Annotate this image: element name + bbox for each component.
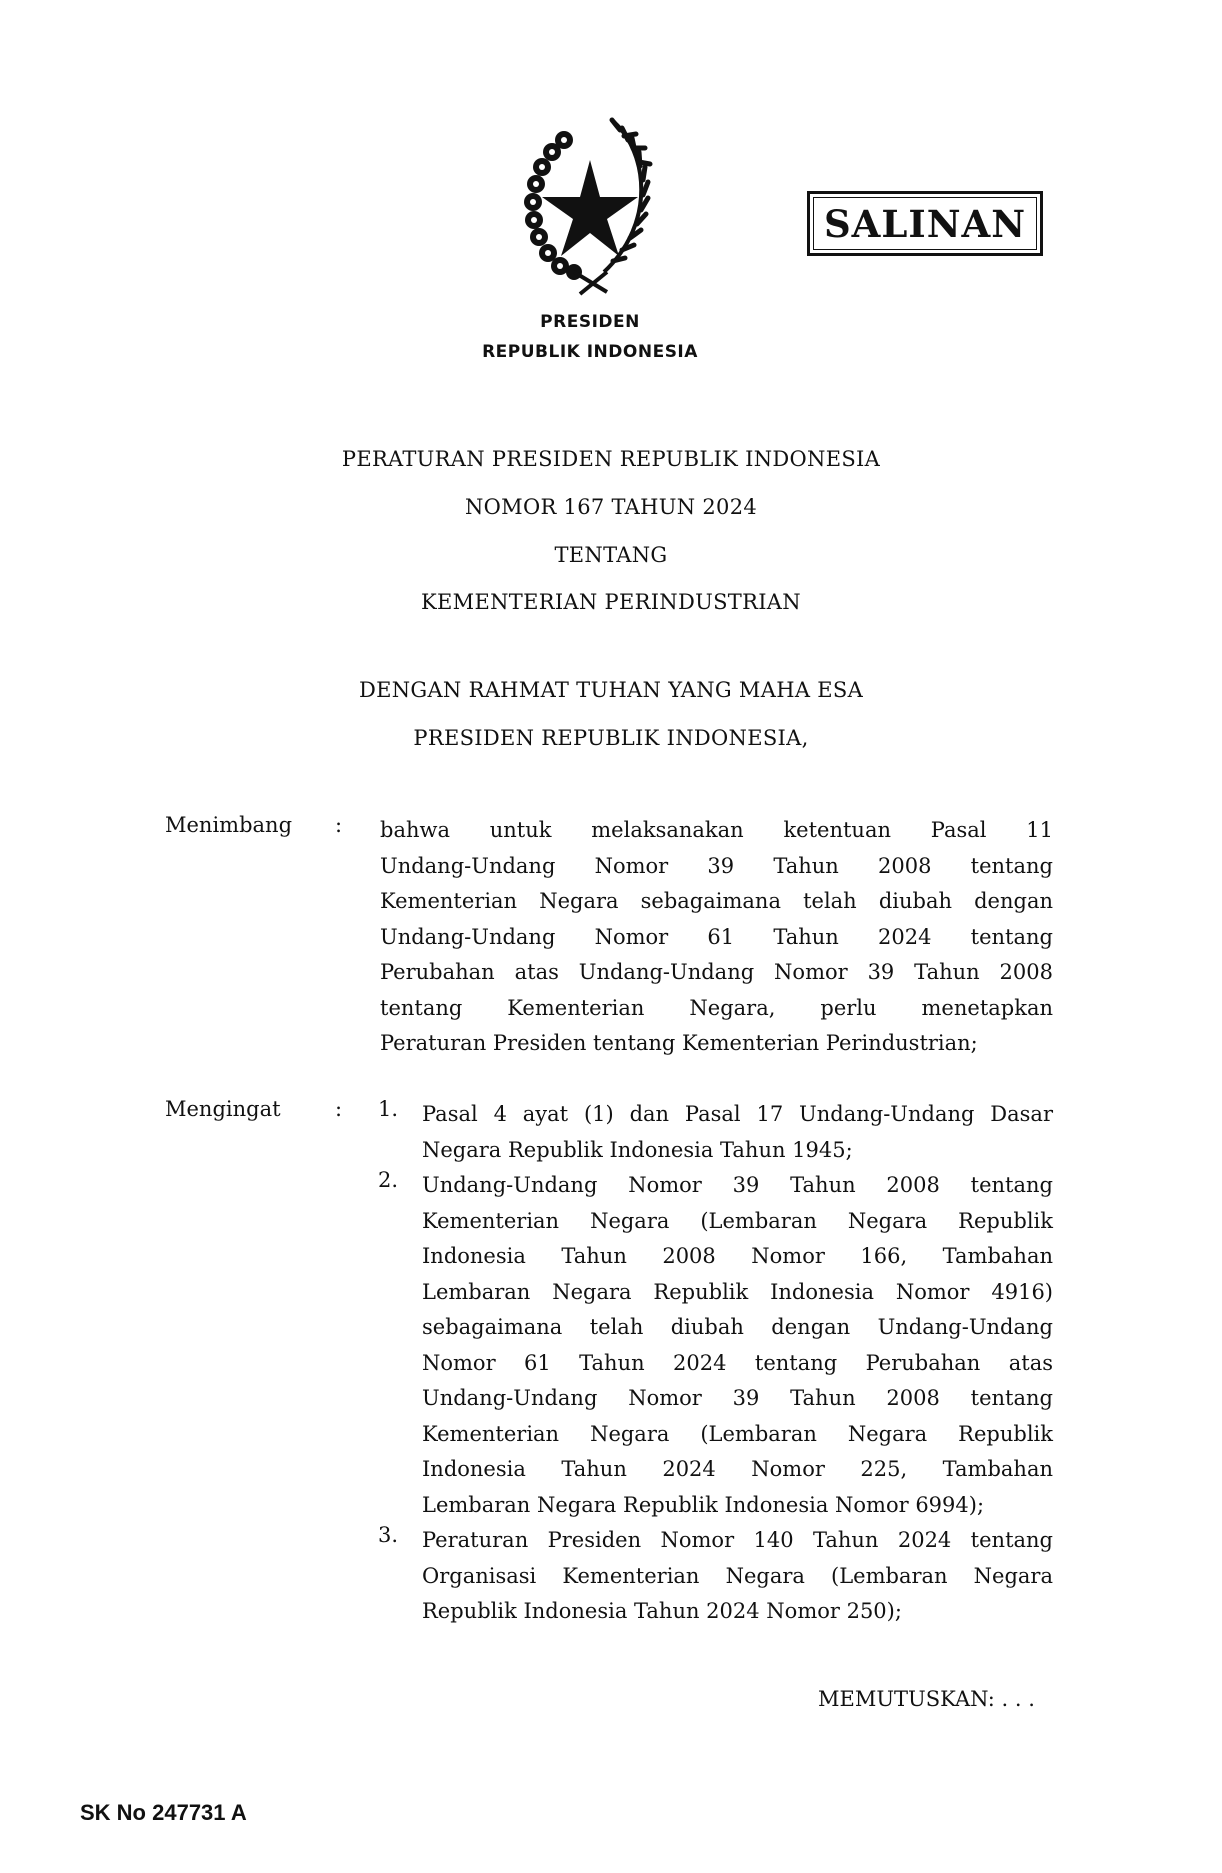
mengingat-label: Mengingat: [165, 1097, 281, 1121]
mengingat-line: Organisasi Kementerian Negara (Lembaran Negara: [422, 1563, 1053, 1588]
mengingat-line: Indonesia Tahun 2008 Nomor 166, Tambahan: [422, 1244, 1053, 1268]
salinan-text: SALINAN: [823, 201, 1027, 246]
preamble-line-2: PRESIDEN REPUBLIK INDONESIA,: [413, 726, 809, 750]
mengingat-line: Negara Republik Indonesia Tahun 1945;: [422, 1137, 853, 1162]
menimbang-text: [380, 813, 1053, 1062]
regulation-subject: KEMENTERIAN PERINDUSTRIAN: [421, 590, 801, 614]
mengingat-line: Undang-Undang Nomor 39 Tahun 2008 tentang: [422, 1173, 1053, 1197]
mengingat-item-1-number: 1.: [378, 1097, 399, 1121]
regulation-title: PERATURAN PRESIDEN REPUBLIK INDONESIA: [341, 447, 881, 471]
mengingat-line: sebagaimana telah diubah dengan Undang-Undang: [422, 1315, 1053, 1339]
regulation-tentang: TENTANG: [554, 543, 668, 567]
sk-number: SK No 247731 A: [80, 1800, 247, 1825]
mengingat-line: Republik Indonesia Tahun 2024 Nomor 250);: [422, 1599, 902, 1623]
mengingat-line: Lembaran Negara Republik Indonesia Nomor 4916): [422, 1279, 1053, 1304]
mengingat-item-1: [422, 1097, 1053, 1168]
menimbang-line: tentang Kementerian Negara, perlu menetapkan: [380, 995, 1053, 1020]
menimbang-line: Perubahan atas Undang-Undang Nomor 39 Tahun 2008: [380, 960, 1053, 984]
preamble-line-1: DENGAN RAHMAT TUHAN YANG MAHA ESA: [358, 678, 864, 702]
mengingat-item-2-number: 2.: [378, 1168, 399, 1192]
mengingat-line: Pasal 4 ayat (1) dan Pasal 17 Undang-Undang Dasar: [422, 1102, 1053, 1126]
mengingat-line: Lembaran Negara Republik Indonesia Nomor 6994);: [422, 1492, 985, 1517]
regulation-number: NOMOR 167 TAHUN 2024: [464, 495, 758, 519]
institution-line-presiden: PRESIDEN: [540, 312, 640, 332]
menimbang-line: Undang-Undang Nomor 39 Tahun 2008 tentang: [380, 853, 1053, 878]
mengingat-item-2: [422, 1168, 1053, 1523]
menimbang-colon: :: [335, 813, 343, 837]
salinan-stamp: [807, 191, 1043, 256]
mengingat-line: Nomor 61 Tahun 2024 tentang Perubahan atas: [422, 1350, 1053, 1375]
presidential-seal-icon: [512, 112, 662, 297]
mengingat-colon: :: [335, 1097, 343, 1121]
mengingat-line: Peraturan Presiden Nomor 140 Tahun 2024 tentang: [422, 1528, 1053, 1552]
menimbang-line: Kementerian Negara sebagaimana telah diubah dengan: [380, 889, 1053, 913]
menimbang-line: Undang-Undang Nomor 61 Tahun 2024 tentang: [380, 924, 1053, 949]
mengingat-item-3: [422, 1523, 1053, 1630]
menimbang-line: bahwa untuk melaksanakan ketentuan Pasal 11: [380, 818, 1053, 842]
institution-line-republik: REPUBLIK INDONESIA: [482, 342, 698, 362]
continuation-memutuskan: MEMUTUSKAN: . . .: [818, 1687, 1035, 1711]
mengingat-line: Undang-Undang Nomor 39 Tahun 2008 tentang: [422, 1386, 1053, 1410]
menimbang-label: Menimbang: [165, 813, 293, 837]
mengingat-line: Indonesia Tahun 2024 Nomor 225, Tambahan: [422, 1457, 1053, 1481]
mengingat-line: Kementerian Negara (Lembaran Negara Republik: [422, 1208, 1053, 1233]
mengingat-line: Kementerian Negara (Lembaran Negara Republik: [422, 1421, 1053, 1446]
mengingat-item-3-number: 3.: [378, 1523, 399, 1547]
menimbang-line: Peraturan Presiden tentang Kementerian Perindustrian;: [380, 1031, 978, 1055]
